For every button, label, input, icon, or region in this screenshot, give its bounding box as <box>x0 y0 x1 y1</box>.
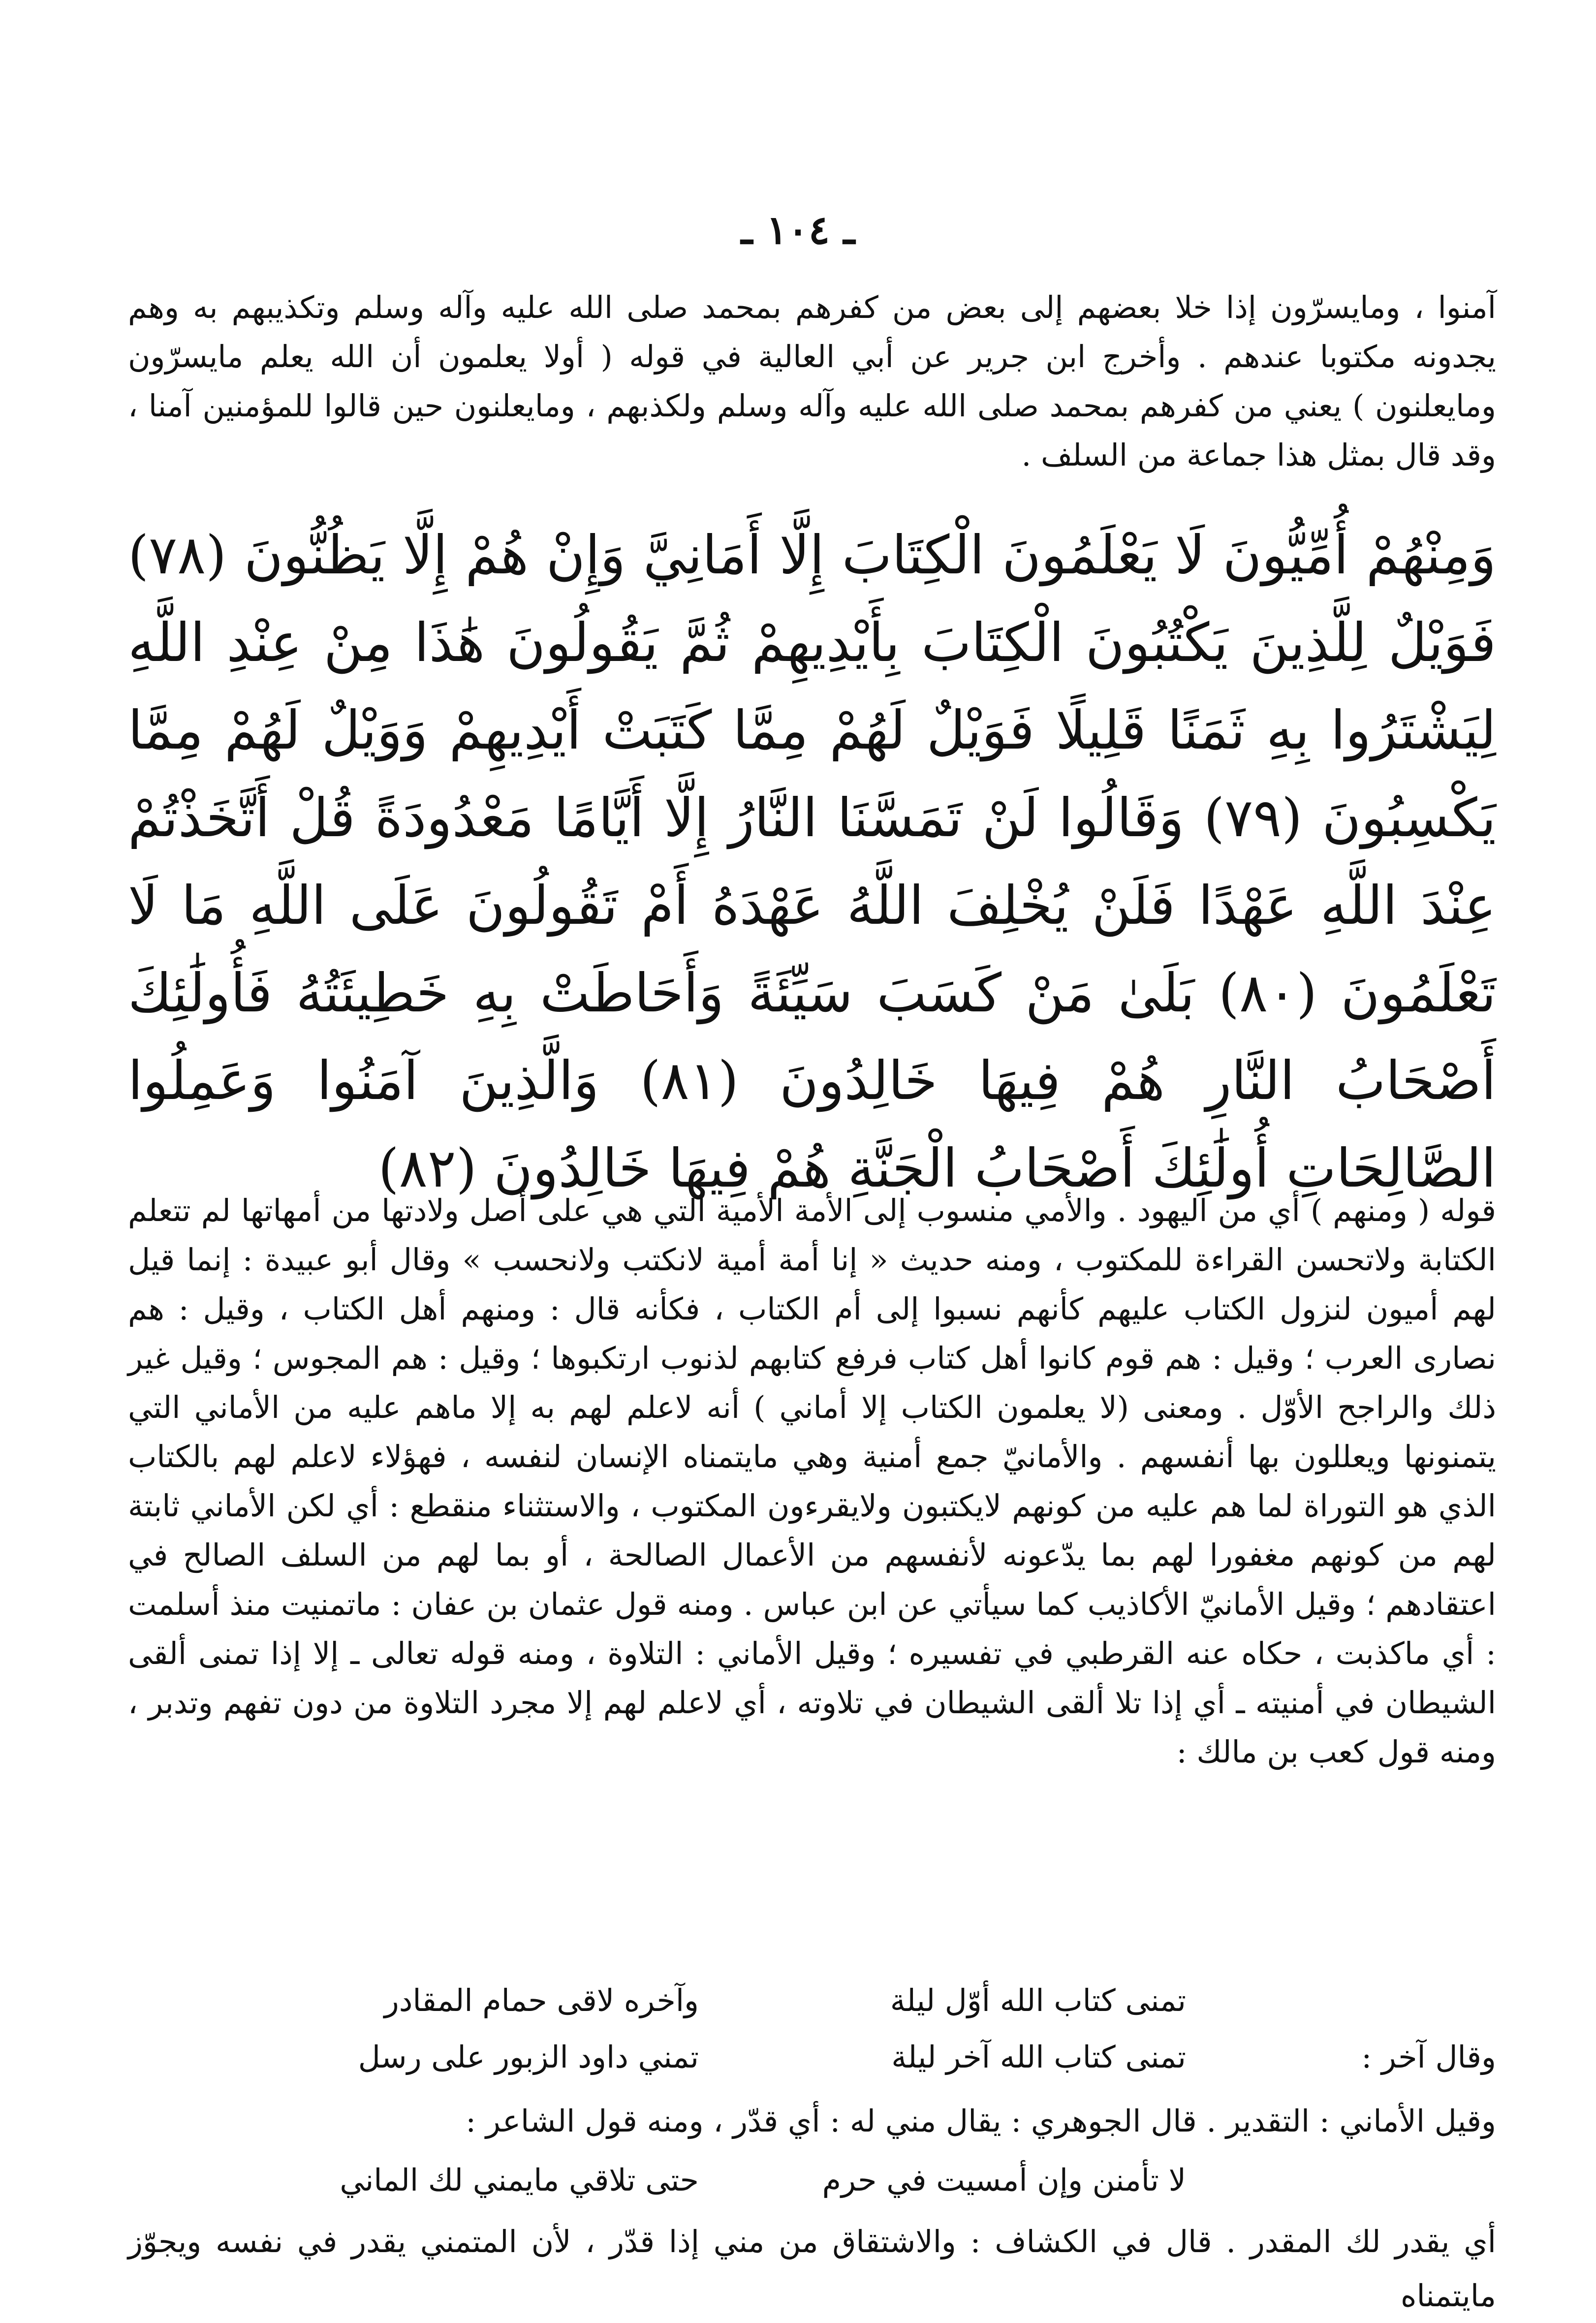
intro-paragraph: آمنوا ، ومايسرّون إذا خلا بعضهم إلى بعض من كفرهم بمحمد صلى الله عليه وآله وسلم وتكذيبهم به وهم يجدونه مكتوبا عندهم . وأخرج ابن جرير عن أبي العالية في قوله ( أولا يعلمون أن الله يعلم مايسرّون ومايعلنون ) يعني من كفرهم بمحمد صلى الله عليه وآله وسلم ولكذبهم ، ومايعلنون حين قالوا للمؤمنين آمنا ، وقد قال بمثل هذا جماعة من السلف . <box>128 289 1496 473</box>
poetry-verse-1 <box>128 1974 1496 2028</box>
poetry-verse-2 <box>128 2030 1496 2084</box>
verse-second-hemistich: حتى تلاقي مايمني لك الماني <box>340 2162 699 2198</box>
commentary-paragraph: قوله ( ومنهم ) أي من اليهود . والأمي منسوب إلى الأمة الأمية التي هي على أصل ولادتها من أمهاتها لم تتعلم الكتابة ولاتحسن القراءة للمكتوب ، ومنه حديث « إنا أمة أمية لانكتب ولانحسب » وقال أبو عبيدة : إنما قيل لهم أميون لنزول الكتاب عليهم كأنهم نسبوا إلى أم الكتاب ، فكأنه قال : ومنهم أهل الكتاب ، وقيل : هم نصارى العرب ؛ وقيل : هم قوم كانوا أهل كتاب فرفع كتابهم لذنوب ارتكبوها ؛ وقيل : هم المجوس ؛ وقيل غير ذلك والراجح الأوّل . ومعنى (لا يعلمون الكتاب إلا أماني ) أنه لاعلم لهم به إلا ماهم عليه من الأماني التي يتمنونها ويعللون بها أنفسهم . والأمانيّ جمع أمنية وهي مايتمناه الإنسان لنفسه ، فهؤلاء لاعلم لهم بالكتاب الذي هو التوراة لما هم عليه من كونهم لايكتبون ولايقرءون المكتوب ، والاستثناء منقطع : أي لكن الأماني ثابتة لهم من كونهم مغفورا لهم بما يدّعونه لأنفسهم من الأعمال الصالحة ، أو بما لهم من السلف الصالح في اعتقادهم ؛ وقيل الأمانيّ الأكاذيب كما سيأتي عن ابن عباس . ومنه قول عثمان بن عفان : ماتمنيت منذ أسلمت : أي ماكذبت ، حكاه عنه القرطبي في تفسيره ؛ وقيل الأماني : التلاوة ، ومنه قوله تعالى ـ إلا إذا تمنى ألقى الشيطان في أمنيته ـ أي إذا تلا ألقى الشيطان في تلاوته ، أي لاعلم لهم إلا مجرد التلاوة من دون تفهم وتدبر ، ومنه قول كعب بن مالك : <box>128 1193 1497 1770</box>
verse-label: وقال آخر : <box>1361 2039 1496 2075</box>
quran-verses: وَمِنْهُمْ أُمِّيُّونَ لَا يَعْلَمُونَ الْكِتَابَ إِلَّا أَمَانِيَّ وَإِنْ هُمْ إِلَّا يَظُنُّونَ (٧٨) فَوَيْلٌ لِلَّذِينَ يَكْتُبُونَ الْكِتَابَ بِأَيْدِيهِمْ ثُمَّ يَقُولُونَ هَٰذَا مِنْ عِنْدِ اللَّهِ لِيَشْتَرُوا بِهِ ثَمَنًا قَلِيلًا فَوَيْلٌ لَهُمْ مِمَّا كَتَبَتْ أَيْدِيهِمْ وَوَيْلٌ لَهُمْ مِمَّا يَكْسِبُونَ (٧٩) وَقَالُوا لَنْ تَمَسَّنَا النَّارُ إِلَّا أَيَّامًا مَعْدُودَةً قُلْ أَتَّخَذْتُمْ عِنْدَ اللَّهِ عَهْدًا فَلَنْ يُخْلِفَ اللَّهُ عَهْدَهُ أَمْ تَقُولُونَ عَلَى اللَّهِ مَا لَا تَعْلَمُونَ (٨٠) بَلَىٰ مَنْ كَسَبَ سَيِّئَةً وَأَحَاطَتْ بِهِ خَطِيئَتُهُ فَأُولَٰئِكَ أَصْحَابُ النَّارِ هُمْ فِيهَا خَالِدُونَ (٨١) وَالَّذِينَ آمَنُوا وَعَمِلُوا الصَّالِحَاتِ أُولَٰئِكَ أَصْحَابُ الْجَنَّةِ هُمْ فِيهَا خَالِدُونَ (٨٢) <box>128 525 1497 1199</box>
verse-second-hemistich: تمني داود الزبور على رسل <box>358 2039 699 2075</box>
verse-first-hemistich: تمنى كتاب الله آخر ليلة <box>891 2039 1186 2075</box>
verse-second-hemistich: وآخره لاقى حمام المقادر <box>384 1982 699 2018</box>
verse-first-hemistich: لا تأمنن وإن أمسيت في حرم <box>822 2162 1186 2198</box>
page-number: ـ ١٠٤ ـ <box>741 207 855 253</box>
verse-first-hemistich: تمنى كتاب الله أوّل ليلة <box>890 1982 1186 2018</box>
commentary-continuation: وقيل الأماني : التقدير . قال الجوهري : يقال مني له : أي قدّر ، ومنه قول الشاعر : <box>466 2103 1496 2139</box>
commentary-final-line: أي يقدر لك المقدر . قال في الكشاف : والاشتقاق من مني إذا قدّر ، لأن المتمني يقدر في نفسه ويجوّز مايتمناه <box>128 2224 1496 2314</box>
poetry-verse-3 <box>128 2153 1496 2207</box>
